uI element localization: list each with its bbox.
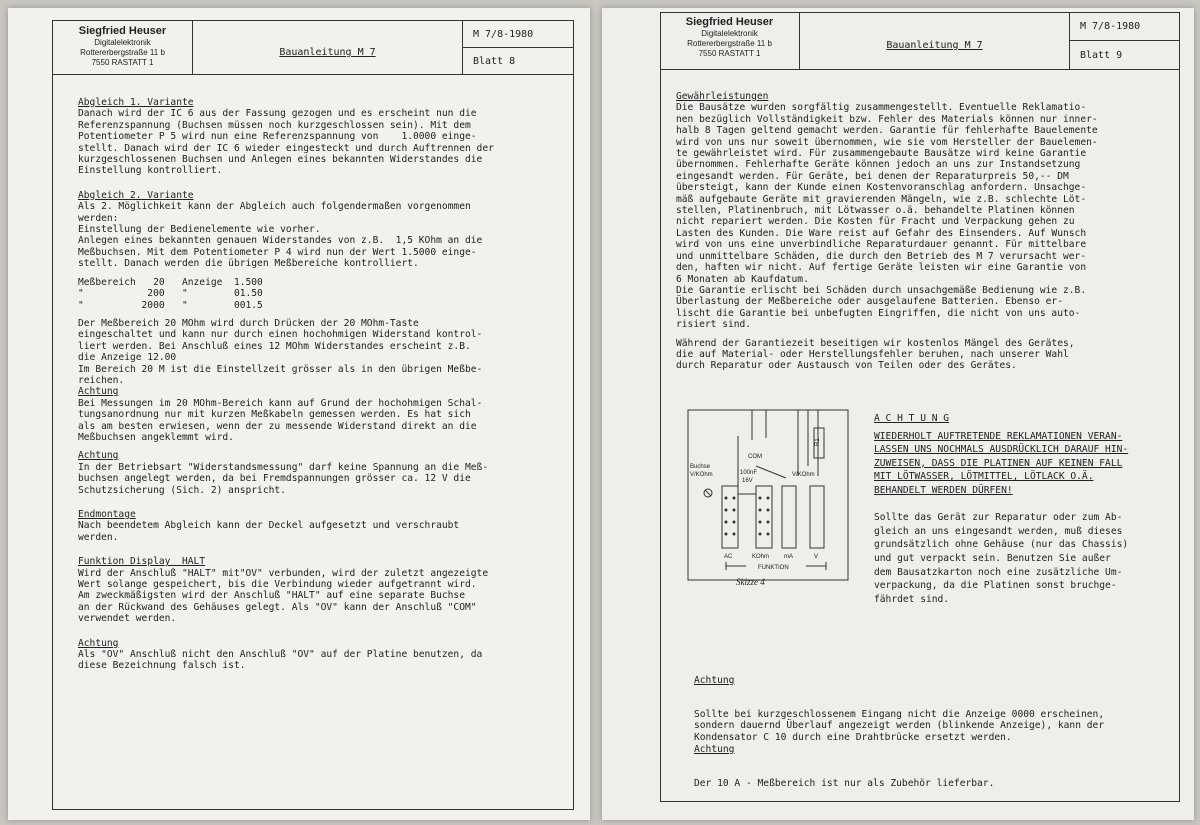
pin [767, 521, 770, 524]
warning-line: ZUWEISEN, DASS DIE PLATINEN AUF KEINEN FALL [874, 457, 1123, 469]
text-line: kurzgeschlossenen Buchsen und Anlegen eines bekannten Widerstandes die [78, 154, 483, 166]
company-line: Rottererbergstraße 11 b [80, 48, 165, 57]
pin [725, 497, 728, 500]
text-line: 6 Monaten ab Kaufdatum. [676, 273, 809, 285]
switch-ma [782, 486, 796, 548]
text-line: verwendet werden. [78, 613, 177, 625]
text-line: Wird der Anschluß "HALT" mit"OV" verbunden, wird der zuletzt angezeigte [78, 567, 489, 579]
text-line: reichen. [78, 374, 125, 386]
text-line: als am besten erwiesen, wenn der zu messende Widerstand direkt an die [78, 420, 477, 432]
warning-text-line: fährdet sind. [874, 593, 950, 605]
text-line: stellen, Platinenbruch, mit Lötwasser o.ä. behandelte Platinen können [676, 205, 1075, 217]
label-r1: R1 [815, 438, 821, 446]
text-line: Im Bereich 20 M ist die Einstellzeit grösser als in den übrigen Meßbe- [78, 363, 483, 375]
text-line: Meßbereich 20 Anzeige 1.500 [78, 276, 263, 288]
section-heading: Abgleich 1. Variante [78, 97, 194, 108]
spacer [78, 625, 568, 632]
page-header [52, 20, 574, 75]
company-line: 7550 RASTATT 1 [698, 49, 761, 58]
label-funktion: FUNKTION [758, 565, 789, 571]
text-line: die auf Material- oder Herstellungsfehler beruhen, nach unserer Wahl [676, 348, 1069, 360]
text-line: lischt die Garantie bei unbefugten Eingriffen, die nicht von uns auto- [676, 307, 1081, 319]
page-header [660, 12, 1180, 70]
text-line: mäß aufgebaute Geräte mit gravierenden Mängeln, wie z.B. schlechte Löt- [676, 193, 1087, 205]
spacer [78, 496, 568, 503]
spacer [78, 443, 568, 450]
spacer [78, 270, 568, 277]
text-line: Meßbuchsen angeklemmt wird. [78, 431, 234, 443]
text-line: Wert solange gespeichert, bis die Verbindung wieder aufgetrannt wird. [78, 579, 477, 591]
section-heading: Funktion Display HALT [78, 556, 206, 568]
note-heading: Achtung [694, 674, 735, 686]
label-ma: mA [784, 554, 793, 560]
warning-line: BEHANDELT WERDEN DÜRFEN! [874, 484, 1013, 496]
doc-meta [1070, 12, 1180, 69]
text-line: sondern dauernd Überlauf angezeigt werden (blinkende Anzeige), kann der [694, 720, 1105, 732]
company-line: 7550 RASTATT 1 [91, 58, 154, 67]
text-line: Am zweckmäßigsten wird der Anschluß "HALT" auf eine separate Buchse [78, 590, 465, 602]
text-line: " 200 " 01.50 [78, 288, 263, 300]
text-line: Lasten des Kunden. Die Ware reist auf Gefahr des Einsenders. Auf Wunsch [676, 227, 1087, 239]
pin [733, 497, 736, 500]
pin [733, 521, 736, 524]
warning-line: WIEDERHOLT AUFTRETENDE REKLAMATIONEN VERAN- [874, 430, 1123, 442]
text-line: Referenzspannung (Buchsen müssen noch kurzgeschlossen sein). Mit dem [78, 119, 471, 131]
text-line: Anlegen eines bekannten genauen Widerstandes von z.B. 1,5 KOhm an die [78, 235, 483, 247]
section-heading: Achtung [78, 450, 119, 462]
text-line: wird von uns eine unverbindliche Reparaturdauer genannt. Für mittelbare [676, 239, 1087, 251]
text-line: Nach beendetem Abgleich kann der Deckel aufgesetzt und verschraubt [78, 520, 460, 532]
page-right [602, 8, 1194, 820]
warning-text-line: dem Bausatzkarton noch eine zusätzliche Um- [874, 566, 1123, 578]
warning-block [874, 412, 1128, 606]
spacer [78, 177, 568, 184]
text-line: diese Bezeichnung falsch ist. [78, 660, 246, 672]
page-left [8, 8, 590, 820]
pin [767, 497, 770, 500]
label-cap: 100nF [740, 470, 758, 476]
text-line: Potentiometer P 5 wird nun eine Referenzspannung von 1.0000 einge- [78, 131, 477, 143]
label-kohm: KOhm [752, 554, 770, 560]
warning-text-line [874, 498, 1128, 512]
spacer [78, 311, 568, 318]
pin [725, 521, 728, 524]
pin [725, 533, 728, 536]
pin [767, 509, 770, 512]
doc-id: M 7/8-1980 [1070, 12, 1180, 41]
spacer [78, 543, 568, 550]
doc-title: Bauanleitung M 7 [886, 40, 983, 51]
switch-ac [722, 486, 738, 548]
doc-title-cell [193, 21, 463, 74]
company-name: Siegfried Heuser [78, 25, 167, 37]
label-v: V [814, 554, 819, 560]
label-cap-v: 16V [742, 478, 753, 484]
text-line: übersteigt, kann der Kunde einen Kostenvoranschlag anfordern. Unsachge- [676, 182, 1087, 194]
warning-line: LASSEN UNS NOCHMALS AUSDRÜCKLICH DARAUF HIN- [874, 444, 1129, 456]
text-line: buchsen angelegt werden, da bei Fremdspannungen grösser ca. 12 V die [78, 473, 471, 485]
spacer [676, 331, 1176, 338]
text-line: an der Rückwand des Gehäuses gelegt. Als "OV" kann der Anschluß "COM" [78, 601, 477, 613]
warning-text-line: verpackung, da die Platinen sonst bruchge- [874, 580, 1117, 592]
text-line: nicht repariert werden. Die Kosten für Fracht und Verpackung gehen zu [676, 216, 1075, 228]
doc-title-cell [800, 12, 1070, 69]
text-line: Kondensator C 10 durch eine Drahtbrücke ersetzt werden. [694, 731, 1012, 743]
pin [759, 521, 762, 524]
warning-text-line: und gut verpackt sein. Benutzen Sie außer [874, 552, 1111, 564]
note-achtung-2 [694, 721, 994, 812]
pin [759, 509, 762, 512]
label-vkohm: V/KOhm [792, 472, 815, 478]
text-line: In der Betriebsart "Widerstandsmessung" darf keine Spannung an die Meß- [78, 461, 489, 473]
text-line: nen bezüglich Vollständigkeit bzw. Fehler des Materials können nur inner- [676, 113, 1098, 125]
text-line: durch Reparatur oder Austausch von Teilen oder des Gerätes. [676, 360, 1017, 372]
warning-text-line: grundsätzlich ohne Gehäuse (nur das Chassis) [874, 539, 1129, 551]
sheet-number: Blatt 8 [473, 55, 516, 67]
section-heading: Abgleich 2. Variante [78, 189, 194, 201]
company-name: Siegfried Heuser [685, 16, 774, 28]
text-line: werden. [78, 531, 119, 543]
switch-kohm [756, 486, 772, 548]
company-line: Rottererbergstraße 11 b [687, 39, 772, 48]
pin [725, 509, 728, 512]
text-line: Sollte bei kurzgeschlossenem Eingang nicht die Anzeige 0000 erscheinen, [694, 709, 1105, 721]
text-line: Die Bausätze wurden sorgfältig zusammengestellt. Eventuelle Reklamatio- [676, 102, 1087, 114]
text-line: stellt. Danach werden die übrigen Meßbereiche kontrolliert. [78, 258, 419, 270]
pin [759, 497, 762, 500]
note-body: Der 10 A - Meßbereich ist nur als Zubehör lieferbar. [694, 778, 995, 790]
section-heading: Achtung [78, 637, 119, 649]
pin [767, 533, 770, 536]
text-line: Die Garantie erlischt bei Schäden durch unsachgemäße Bedienung wie z.B. [676, 284, 1087, 296]
wire [705, 490, 711, 496]
doc-title: Bauanleitung M 7 [279, 47, 376, 58]
text-line: und unmittelbare Schäden, die durch den Betrieb des M 7 verursacht wer- [676, 250, 1087, 262]
text-line: Bei Messungen im 20 MOhm-Bereich kann auf Grund der hochohmigen Schal- [78, 397, 483, 409]
section-heading: Endmontage [78, 509, 136, 520]
text-line: werden: [78, 212, 119, 224]
warning-text-line: gleich an uns eingesandt werden, muß dieses [874, 525, 1123, 537]
section-heading: Gewährleistungen [676, 91, 769, 102]
company-block [660, 12, 800, 69]
label-buchse: Buchse [690, 464, 711, 470]
text-line: Meßbuchsen. Mit dem Potentiometer P 4 wird nun der Wert 1.5000 einge- [78, 246, 477, 258]
wiring-sketch [686, 406, 864, 586]
label-com: COM [748, 454, 762, 460]
text-line: " 2000 " 001.5 [78, 299, 263, 311]
warning-line: A C H T U N G [874, 413, 950, 424]
text-line: wird von uns nur soweit übernommen, wie sie vom Hersteller der Bauelemen- [676, 136, 1098, 148]
text-line: tungsanordnung nur mit kurzen Meßkabeln gemessen werden. Es hat sich [78, 409, 471, 421]
text-line: Als "OV" Anschluß nicht den Anschluß "OV" auf der Platine benutzen, da [78, 649, 483, 661]
pin [733, 509, 736, 512]
switch-v [810, 486, 824, 548]
right-body-text [676, 91, 1176, 372]
text-line: stellt. Danach wird der IC 6 wieder eingesteckt und durch Auftrennen der [78, 142, 494, 154]
text-line: übernommen. Fehlerhafte Geräte können jedoch an uns zur Instandsetzung [676, 159, 1081, 171]
pin [759, 533, 762, 536]
company-line: Digitalelektronik [701, 29, 758, 38]
text-line: Einstellung kontrolliert. [78, 165, 223, 177]
pin [733, 533, 736, 536]
text-line: halb 8 Tagen geltend gemacht werden. Garantie für fehlerhafte Bauelemente [676, 125, 1098, 137]
company-block [53, 21, 193, 74]
text-line: liert werden. Bei Anschluß eines 12 MOhm Widerstandes erscheint z.B. [78, 340, 471, 352]
text-line: te gewährleistet wird. Für zusammengebaute Bausätze wird keine Garantie [676, 148, 1087, 160]
text-line: Während der Garantiezeit beseitigen wir kostenlos Mängel des Gerätes, [676, 337, 1075, 349]
label-ac: AC [724, 554, 733, 560]
text-line: Als 2. Möglichkeit kann der Abgleich auch folgendermaßen vorgenommen [78, 201, 471, 213]
text-line: Der Meßbereich 20 MOhm wird durch Drücken der 20 MOhm-Taste [78, 317, 419, 329]
text-line: risiert sind. [676, 319, 752, 331]
text-line: die Anzeige 12.00 [78, 352, 177, 364]
label-ohm: V/KOhm [690, 472, 713, 478]
text-line: Überlastung der Meßbereiche oder ausgelaufene Batterien. Ebenso er- [676, 296, 1063, 308]
text-line: eingesandt werden. Für Geräte, bei denen der Reparaturpreis 50,-- DM [676, 170, 1069, 182]
text-line: Schutzsicherung (Sich. 2) anspricht. [78, 484, 286, 496]
warning-line: MIT LÖTWASSER, LÖTMITTEL, LÖTLACK O.Ä. [874, 471, 1094, 483]
sheet-number: Blatt 9 [1080, 49, 1123, 61]
sketch-caption: Skizze 4 [736, 577, 765, 586]
note-heading: Achtung [694, 743, 735, 755]
doc-meta [463, 21, 573, 74]
warning-text-line: Sollte das Gerät zur Reparatur oder zum Ab- [874, 512, 1123, 524]
section-heading: Achtung [78, 386, 119, 398]
doc-id: M 7/8-1980 [463, 21, 573, 48]
company-line: Digitalelektronik [94, 38, 151, 47]
wire [756, 466, 786, 478]
text-line: Danach wird der IC 6 aus der Fassung gezogen und es erscheint nun die [78, 108, 477, 120]
text-line: den, haften wir nicht. Auf fertige Geräte leisten wir eine Garantie von [676, 262, 1087, 274]
left-body-text [78, 97, 568, 672]
text-line: eingeschaltet und kann nur durch einen hochohmigen Widerstand kontrol- [78, 329, 483, 341]
text-line: Einstellung der Bedienelemente wie vorher. [78, 224, 321, 236]
